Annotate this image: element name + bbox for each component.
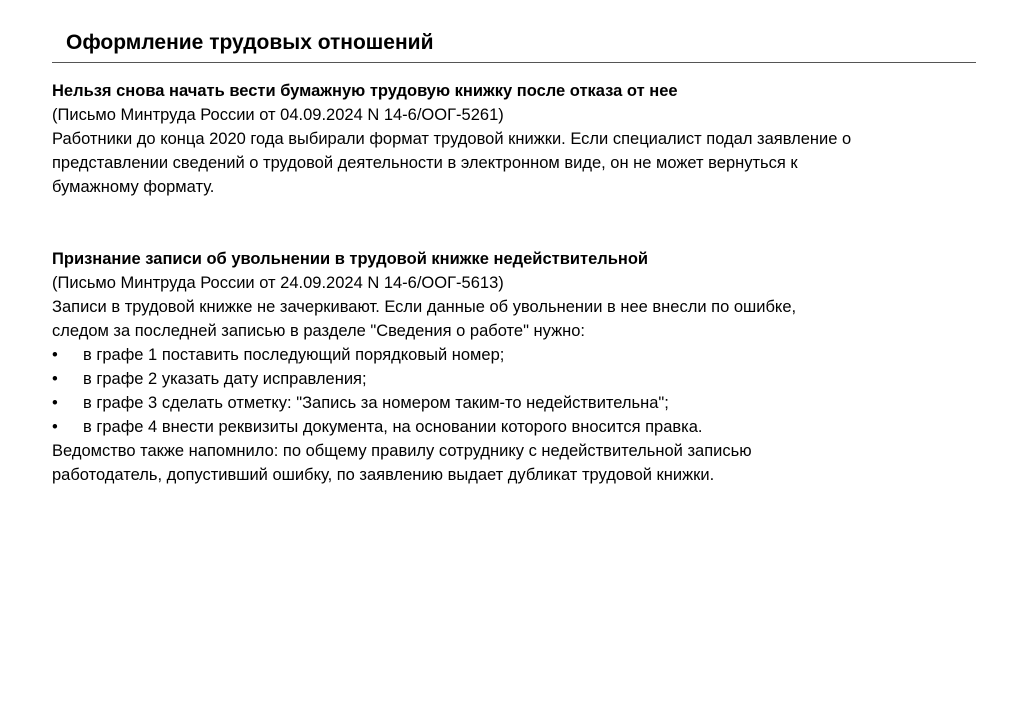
slide-content: [52, 79, 982, 487]
section-source: (Письмо Минтруда России от 04.09.2024 N 14-6/ООГ-5261): [52, 106, 504, 124]
bullet-text: в графе 1 поставить последующий порядковый номер;: [83, 346, 505, 364]
page-title: Оформление трудовых отношений: [66, 31, 434, 54]
section-spacer: [52, 199, 982, 247]
section-text-line: работодатель, допустивший ошибку, по заявлению выдает дубликат трудовой книжки.: [52, 466, 715, 484]
bullet-text: в графе 2 указать дату исправления;: [83, 370, 367, 388]
section-text-line: Работники до конца 2020 года выбирали формат трудовой книжки. Если специалист подал заявление о: [52, 130, 852, 148]
bullet-text: в графе 3 сделать отметку: "Запись за номером таким-то недействительна";: [83, 394, 669, 412]
section-text-line: представлении сведений о трудовой деятельности в электронном виде, он не может вернуться к: [52, 154, 798, 172]
section-heading: Нельзя снова начать вести бумажную трудовую книжку после отказа от нее: [52, 82, 678, 100]
bullet-item: [52, 367, 982, 391]
section-text-line: Ведомство также напомнило: по общему правилу сотруднику с недействительной записью: [52, 442, 752, 460]
section-text-line: Записи в трудовой книжке не зачеркивают. Если данные об увольнении в нее внесли по ошибке,: [52, 298, 797, 316]
title-divider: [52, 62, 976, 63]
bullet-item: [52, 343, 982, 367]
section-invalid-record: [52, 247, 982, 487]
bullet-item: [52, 415, 982, 439]
bullet-marker: •: [52, 418, 58, 436]
bullet-marker: •: [52, 394, 58, 412]
section-text-line: следом за последней записью в разделе "Сведения о работе" нужно:: [52, 322, 585, 340]
bullet-marker: •: [52, 370, 58, 388]
bullet-item: [52, 391, 982, 415]
section-heading: Признание записи об увольнении в трудовой книжке недействительной: [52, 250, 649, 268]
bullet-text: в графе 4 внести реквизиты документа, на основании которого вносится правка.: [83, 418, 703, 436]
bullet-marker: •: [52, 346, 58, 364]
section-source: (Письмо Минтруда России от 24.09.2024 N 14-6/ООГ-5613): [52, 274, 504, 292]
section-paper-book: [52, 79, 982, 199]
section-text-line: бумажному формату.: [52, 178, 215, 196]
